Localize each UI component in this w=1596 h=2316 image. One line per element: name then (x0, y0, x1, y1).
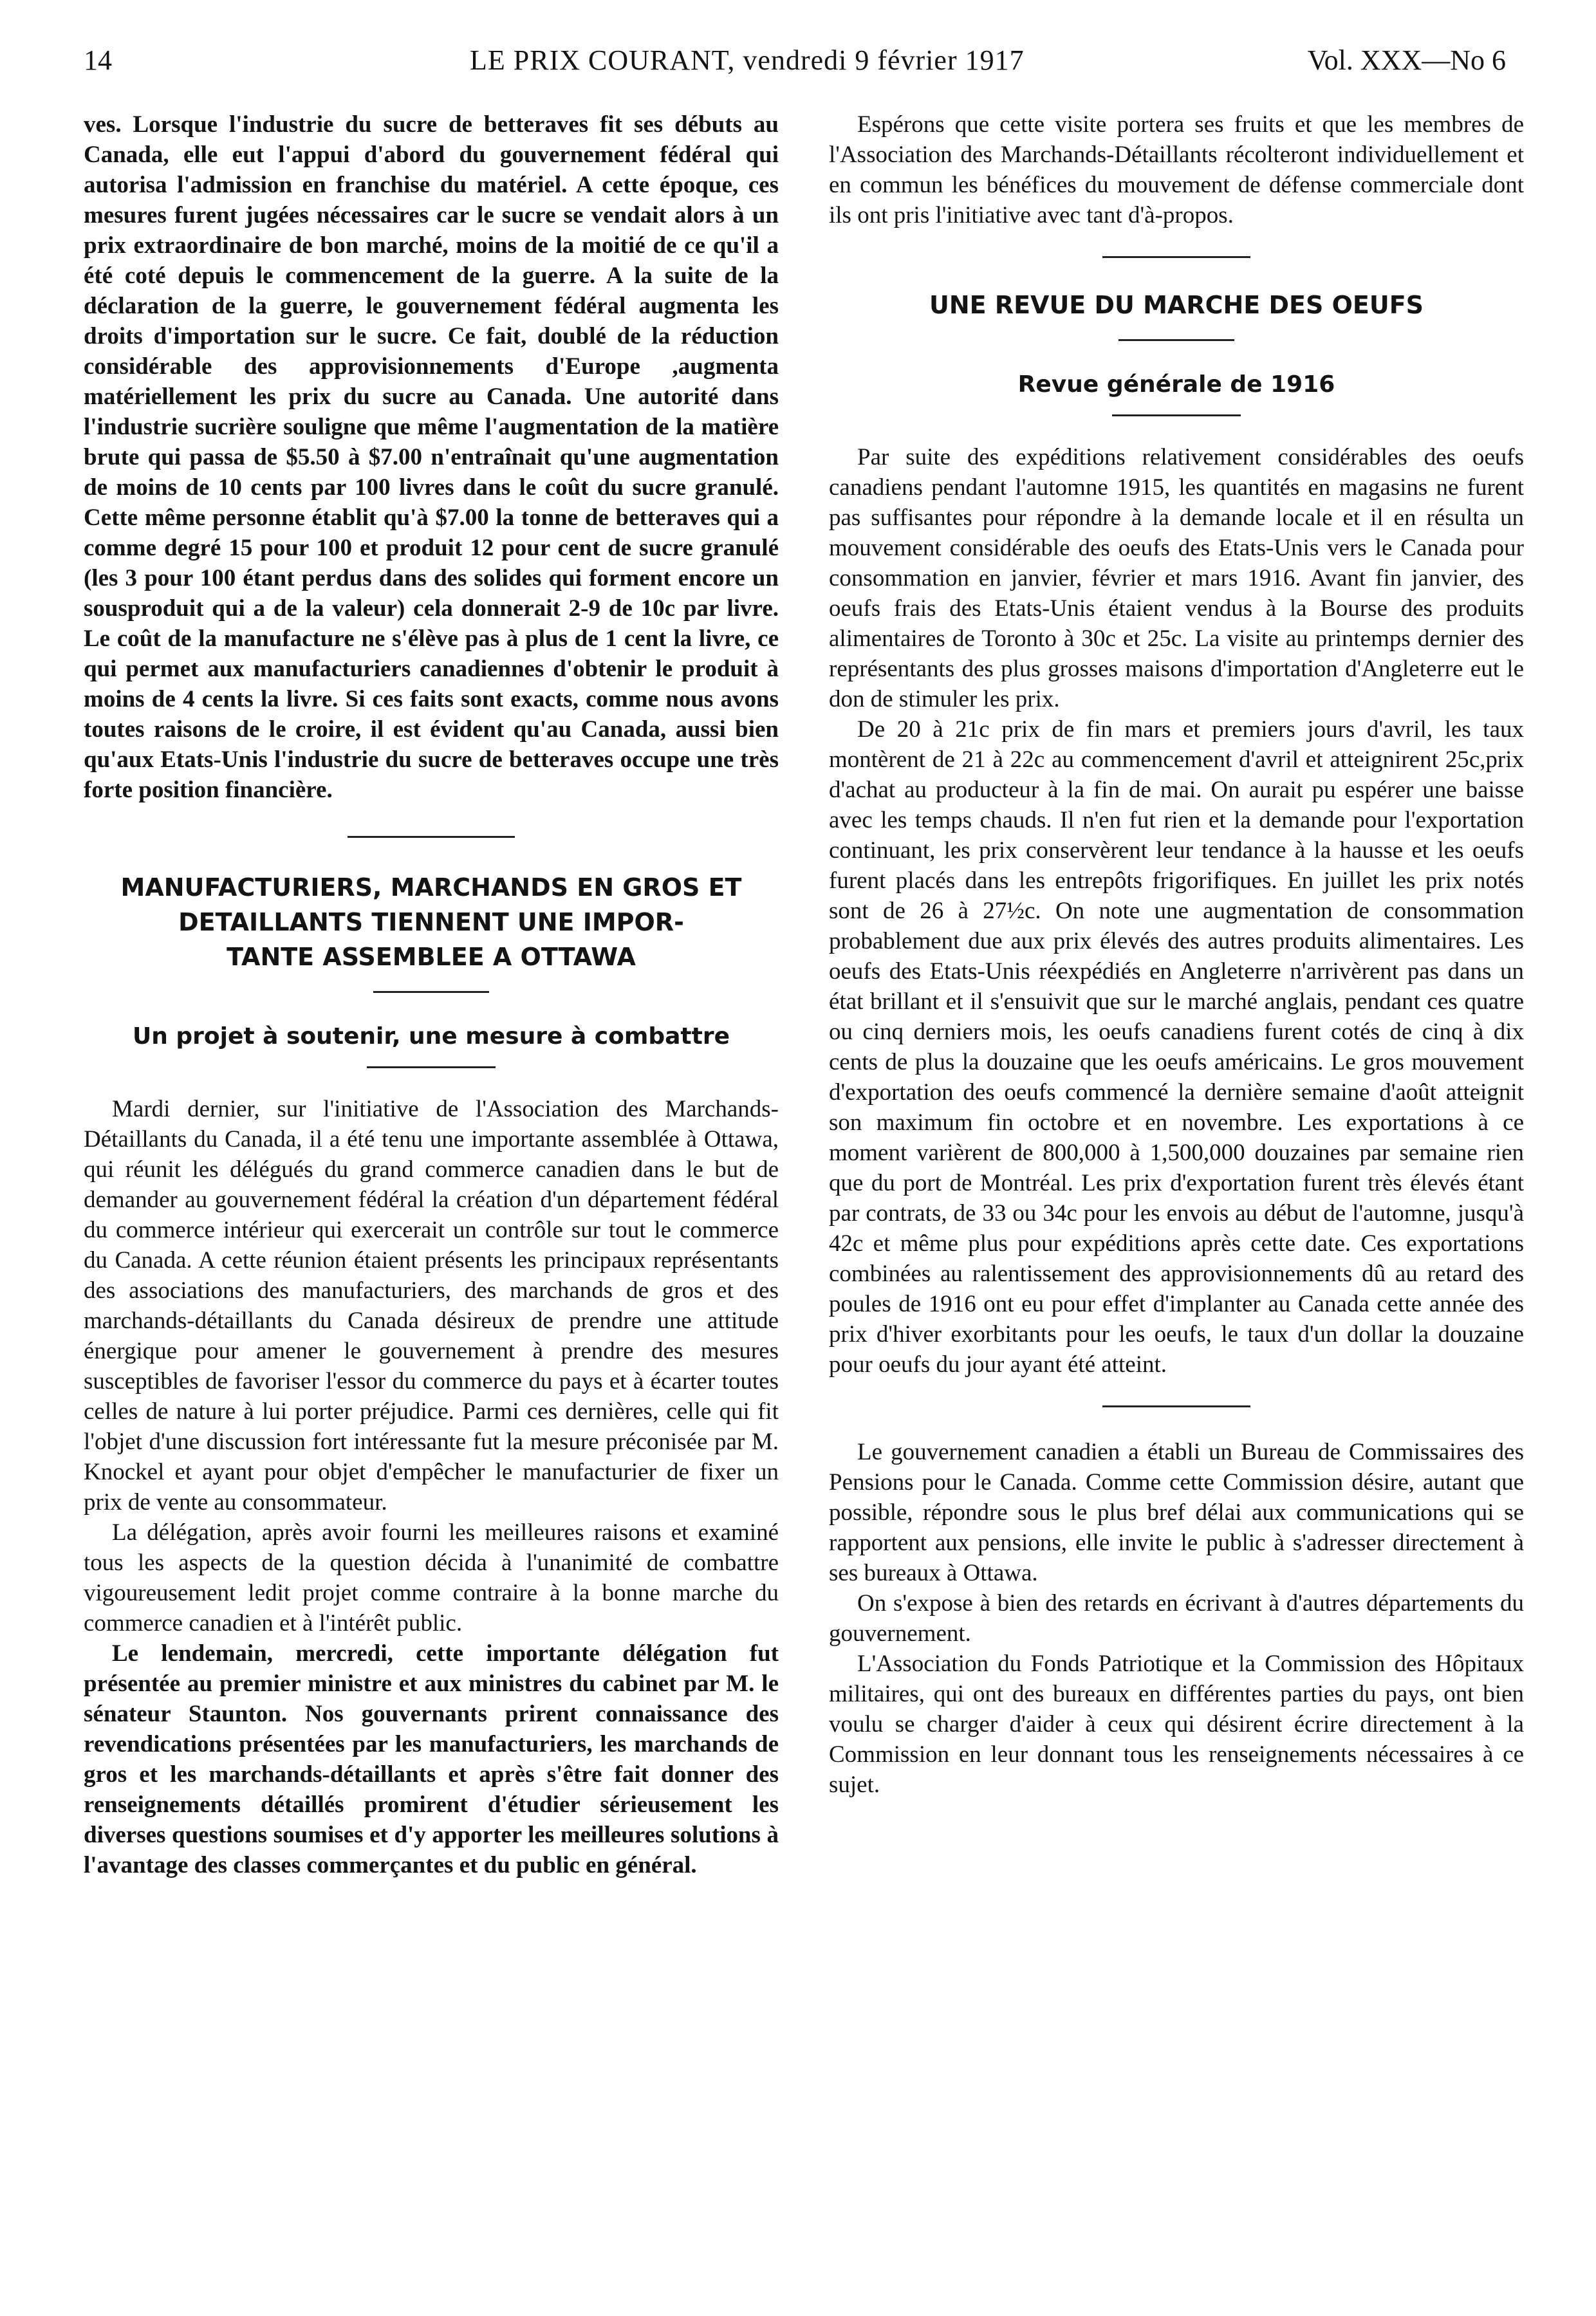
eggs-paragraph: De 20 à 21c prix de fin mars et premiers jours d'avril, les taux montèrent de 21 à 22c au commencement d'avril et atteignirent 25c,prix d'achat au producteur à la fin de mai. On aurait pu espérer une baisse avec les temps chauds. Il n'en fut rien et la demande pour l'exportation continuant, les prix conservèrent leur tendance à la hausse et les oeufs furent placés dans les entrepôts frigorifiques. En juillet les prix notés sont de 26 à 27½c. On note une augmentation de consommation probablement due aux prix élevés des autres produits alimentaires. Les oeufs des Etats-Unis réexpédiés en Angleterre n'arrivèrent pas dans un état brillant et il s'ensuivit que sur le marché anglais, pendant ces quatre ou cinq derniers mois, les oeufs canadiens furent cotés de cinq à dix cents de plus la douzaine que les oeufs américains. Le gros mouvement d'exportation des oeufs commencé la dernière semaine d'août atteignit son maximum fin octobre et en novembre. Les exportations à ce moment varièrent de 800,000 à 1,500,000 douzaines par semaine rien que du port de Montréal. Les prix d'exportation furent très élevés étant par contrats, de 33 ou 34c pour les envois au début de l'automne, jusqu'à 42c et même plus pour expéditions après cette date. Ces exportations combinées au ralentissement des approvisionnements dû au retard des poules de 1916 ont eu pour effet d'implanter au Canada cette année des prix d'hiver exorbitants pour les oeufs, le taux d'un dollar la douzaine pour oeufs du jour ayant été atteint. (829, 716, 1524, 1378)
title-rule (373, 991, 489, 993)
page-number: 14 (84, 44, 112, 76)
section-divider (1102, 1405, 1250, 1407)
assembly-paragraph: La délégation, après avoir fourni les meilleures raisons et examiné tous les aspects de la question décida à l'unanimité de combattre vigoureusement ledit projet comme contraire à la bonne marche du commerce canadien et à l'intérêt public. (84, 1519, 779, 1636)
title-rule (1118, 339, 1234, 341)
subtitle-rule (367, 1066, 496, 1068)
right-column (829, 109, 1524, 1800)
page-header (84, 44, 1506, 89)
pensions-notice: L'Association du Fonds Patriotique et la Commission des Hôpitaux militaires, qui ont des bureaux en différentes parties du pays, ont bien voulu se charger d'aider à ceux qui désirent écrire directement à la Commission en leur donnant tous les renseignements nécessaires à ce sujet. (829, 1651, 1524, 1798)
subtitle-rule (1112, 414, 1241, 416)
issue-date: vendredi 9 février 1917 (743, 44, 1025, 76)
section-divider (1102, 256, 1250, 258)
eggs-paragraph: Par suite des expéditions relativement considérables des oeufs canadiens pendant l'automne 1915, les quantités en magasins ne furent pas suffisantes pour répondre à la demande locale et il en résulta un mouvement considérable des oeufs des Etats-Unis vers le Canada pour consommation en janvier, février et mars 1916. Avant fin janvier, des oeufs frais des Etats-Unis étaient vendus à la Bourse des produits alimentaires de Toronto à 30c et 25c. La visite au printemps dernier des représentants des plus grosses maisons d'importation d'Angleterre eut le don de stimuler les prix. (829, 444, 1524, 712)
assembly-paragraph: Mardi dernier, sur l'initiative de l'Association des Marchands-Détaillants du Canada, il a été tenu une importante assemblée à Ottawa, qui réunit les délégués du grand commerce canadien dans le but de demander au gouvernement fédéral la création d'un département fédéral du commerce intérieur qui exercerait un contrôle sur tout le commerce du Canada. A cette réunion étaient présents les principaux représentants des associations des manufacturiers, des marchands de gros et des marchands-détaillants du Canada désireux de prendre une attitude énergique pour amener le gouvernement à prendre des mesures susceptibles de favoriser l'essor du commerce du pays et à écarter toutes celles de nature à lui porter préjudice. Parmi ces dernières, celle qui fit l'objet d'une discussion fort intéressante fut la mesure préconisée par M. Knockel et ayant pour objet d'empêcher le manufacturier de fixer un prix de vente au consommateur. (84, 1096, 779, 1515)
sugar-article-continuation: ves. Lorsque l'industrie du sucre de betteraves fit ses débuts au Canada, elle eut l'appui d'abord du gouvernement fédéral qui autorisa l'admission en franchise du matériel. A cette époque, ces mesures furent jugées nécessaires car le sucre se vendait alors à un prix extraordinaire de bon marché, moins de la moitié de ce qu'il a été coté depuis le commencement de la guerre. A la suite de la déclaration de la guerre, le gouvernement fédéral augmenta les droits d'importation sur le sucre. Ce fait, doublé de la réduction considérable des approvisionnements d'Europe ,augmenta matériellement les prix du sucre au Canada. Une autorité dans l'industrie sucrière souligne que même l'augmentation de la matière brute qui passa de $5.50 à $7.00 n'entraînait qu'une augmentation de moins de 10 cents par 100 livres dans le coût du sucre granulé. Cette même personne établit qu'à $7.00 la tonne de betteraves qui a comme degré 15 pour 100 et produit 12 pour cent de sucre granulé (les 3 pour 100 étant perdus dans des solides qui forment encore un sousproduit qui a de la valeur) cela donnerait 2-9 de 10c par livre. Le coût de la manufacture ne s'élève pas à plus de 1 cent la livre, ce qui permet aux manufacturiers canadiennes d'obtenir le produit à moins de 4 cents la livre. Si ces faits sont exacts, comme nous avons toutes raisons de le croire, il est évident qu'au Canada, aussi bien qu'aux Etats-Unis l'industrie du sucre de betteraves occupe une très forte position financière. (84, 111, 779, 803)
assembly-article-title (84, 870, 779, 974)
publication-name: LE PRIX COURANT, (470, 44, 736, 76)
assembly-article-subtitle: Un projet à soutenir, une mesure à combattre (133, 1023, 730, 1050)
assembly-title-line-3: TANTE ASSEMBLEE A OTTAWA (227, 943, 636, 971)
section-divider (348, 836, 515, 838)
left-column (84, 109, 779, 1880)
assembly-paragraph: Le lendemain, mercredi, cette importante délégation fut présentée au premier ministre et aux ministres du cabinet par M. le sénateur Staunton. Nos gouvernants prirent connaissance des revendications présentées par les manufacturiers, les marchands de gros et les marchands-détaillants et après s'être fait donner des renseignements détaillés promirent d'étudier sérieusement les diverses questions soumises et d'y apporter les meilleures solutions à l'avantage des classes commerçantes et du public en général. (84, 1640, 779, 1878)
running-title (470, 44, 1025, 77)
pensions-notice: On s'expose à bien des retards en écrivant à d'autres départements du gouvernement. (829, 1590, 1524, 1647)
volume-number: Vol. XXX—No 6 (1307, 44, 1506, 76)
eggs-article-subtitle: Revue générale de 1916 (1017, 371, 1335, 398)
pensions-notice: Le gouvernement canadien a établi un Bureau de Commissaires des Pensions pour le Canada. Comme cette Commission désire, autant que possible, répondre sous le plus bref délai aux communications qui se rapportent aux pensions, elle invite le public à s'adresser directement à ses bureaux à Ottawa. (829, 1439, 1524, 1586)
assembly-title-line-2: DETAILLANTS TIENNENT UNE IMPOR- (178, 908, 684, 936)
assembly-article-continuation: Espérons que cette visite portera ses fruits et que les membres de l'Association des Marchands-Détaillants récolteront individuellement et en commun les bénéfices du mouvement de défense commerciale dont ils ont pris l'initiative avec tant d'à-propos. (829, 111, 1524, 228)
eggs-article-title: UNE REVUE DU MARCHE DES OEUFS (929, 291, 1424, 319)
assembly-title-line-1: MANUFACTURIERS, MARCHANDS EN GROS ET (120, 873, 742, 902)
